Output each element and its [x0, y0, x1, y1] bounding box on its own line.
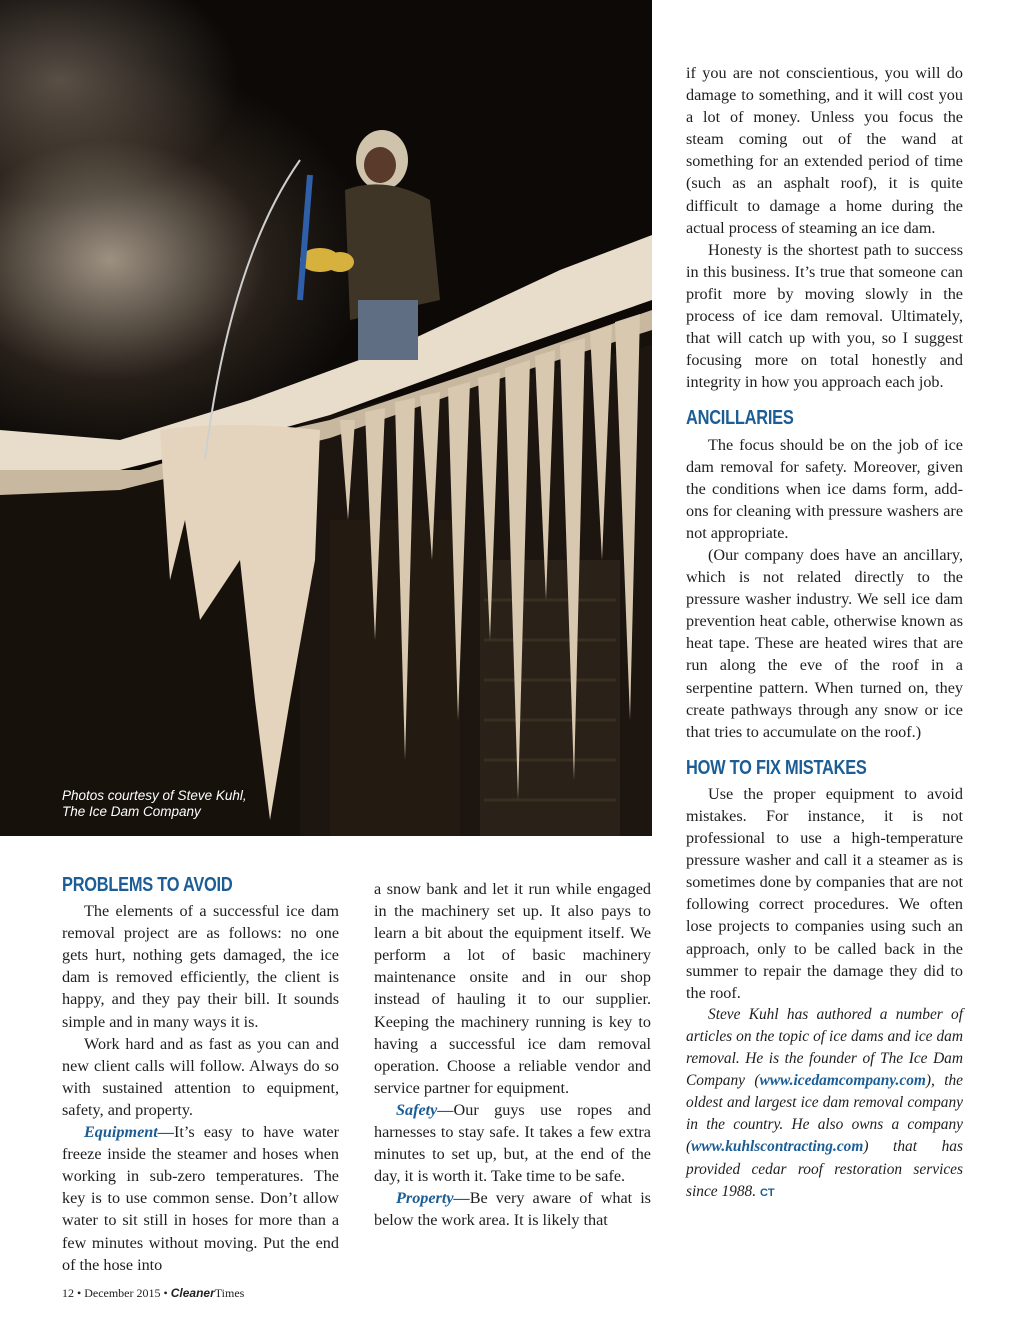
- column-middle: [374, 878, 651, 1232]
- paragraph: Use the proper equipment to avoid mistakes. For instance, it is not professional to use a high-temperature pressure washer and call it a steamer as is sometimes done by companies that are not following correct procedures. We often lose projects to companies using such an approach, only to be called back in the summer to repair the damage they did to the roof.: [686, 784, 963, 1002]
- paragraph: (Our company does have an ancillary, which is not related directly to the pressure washer industry. We sell ice dam prevention heat cable, otherwise known as heat tape. These are heated wires that are run along the eve of the roof in a serpentine pattern. When turned on, they create pathways through any snow or ice that tries to accumulate on the roof.): [686, 545, 963, 741]
- end-mark: CT: [759, 1186, 775, 1199]
- lead-equipment: Equipment—: [84, 1123, 174, 1142]
- magazine-name-b: Times: [214, 1286, 245, 1300]
- separator: •: [163, 1286, 168, 1300]
- author-bio: [686, 1004, 963, 1204]
- paragraph-text: It’s easy to have water freeze inside the steamer and hoses when working in sub-zero temperatures. The key is to use common sense. Don’t allow water to sit still in hoses for more than a few minutes without moving. Put the end of the hose into: [62, 1123, 339, 1274]
- column-right: [686, 62, 963, 1204]
- paragraph: The elements of a successful ice dam removal project are as follows: no one gets hurt, nothing gets damaged, the ice dam is removed efficiently, the client is happy, and they pay their bill. It sounds simple and in many ways it is.: [62, 902, 339, 1031]
- bio-text: ) that has provided cedar roof restoration services since 1988.: [686, 1138, 963, 1200]
- heading-how-to-fix-mistakes: HOW TO FIX MISTAKES: [686, 756, 867, 779]
- heading-problems-to-avoid: PROBLEMS TO AVOID: [62, 874, 233, 896]
- paragraph: if you are not conscientious, you will do damage to something, and it will cost you a lot of money. Unless you focus the steam coming out of the wand at something for an extended period of time (such as an asphalt roof), it is quite difficult to damage a home during the actual process of steaming an ice dam.: [686, 64, 963, 237]
- caption-line-2: The Ice Dam Company: [62, 804, 201, 819]
- paragraph: The focus should be on the job of ice dam removal for safety. Moreover, given the conditions when ice dams form, add-ons for cleaning with pressure washers are not appropriate.: [686, 435, 963, 542]
- paragraph-text: Be very aware of what is below the work area. It is likely that: [374, 1189, 651, 1230]
- photo-illustration: [0, 0, 652, 836]
- column-left: [62, 874, 339, 1276]
- paragraph: a snow bank and let it run while engaged in the machinery set up. It also pays to learn a bit about the equipment itself. We perform a lot of basic machinery maintenance onsite and in our shop instead of hauling it to our supplier. Keeping the machinery running is key to having a successful ice dam removal operation. Choose a reliable vendor and service partner for equipment.: [374, 880, 651, 1097]
- ice-dam-photo: [0, 0, 652, 836]
- bio-text: Steve Kuhl has authored a number of articles on the topic of ice dams and ice dam removal. He is the founder of The Ice Dam Company (: [686, 1005, 963, 1090]
- page-footer: [62, 1286, 244, 1301]
- bio-text: ), the oldest and largest ice dam removal company in the country. He also owns a company (: [686, 1072, 963, 1156]
- paragraph: Honesty is the shortest path to success in this business. It’s true that someone can profit more by moving slowly in the process of ice dam removal. Ultimately, that will catch up with you, so I suggest focusing more on total honestly and integrity in how you approach each job.: [686, 240, 963, 392]
- link-icedamcompany[interactable]: www.icedamcompany.com: [759, 1072, 926, 1090]
- paragraph-text: Our guys use ropes and harnesses to stay safe. It takes a few extra minutes to set up, but, at the end of the day, it is worth it. Take time to be safe.: [374, 1100, 651, 1186]
- caption-line-1: Photos courtesy of Steve Kuhl,: [62, 788, 247, 803]
- paragraph: Work hard and as fast as you can and new client calls will follow. Always do so with sustained attention to equipment, safety, and property.: [62, 1034, 339, 1119]
- paragraph-equipment: [62, 1121, 339, 1276]
- page-number: 12: [62, 1286, 74, 1300]
- lead-property: Property—: [396, 1189, 470, 1208]
- paragraph-safety: [374, 1099, 651, 1187]
- paragraph-property: [374, 1187, 651, 1231]
- issue-date: December 2015: [84, 1286, 161, 1300]
- lead-safety: Safety—: [396, 1100, 454, 1119]
- photo-caption: [62, 788, 247, 820]
- heading-ancillaries: ANCILLARIES: [686, 407, 794, 430]
- link-kuhlscontracting[interactable]: www.kuhlscontracting.com: [691, 1138, 864, 1156]
- separator: •: [77, 1286, 82, 1300]
- magazine-name-a: Cleaner: [170, 1286, 215, 1300]
